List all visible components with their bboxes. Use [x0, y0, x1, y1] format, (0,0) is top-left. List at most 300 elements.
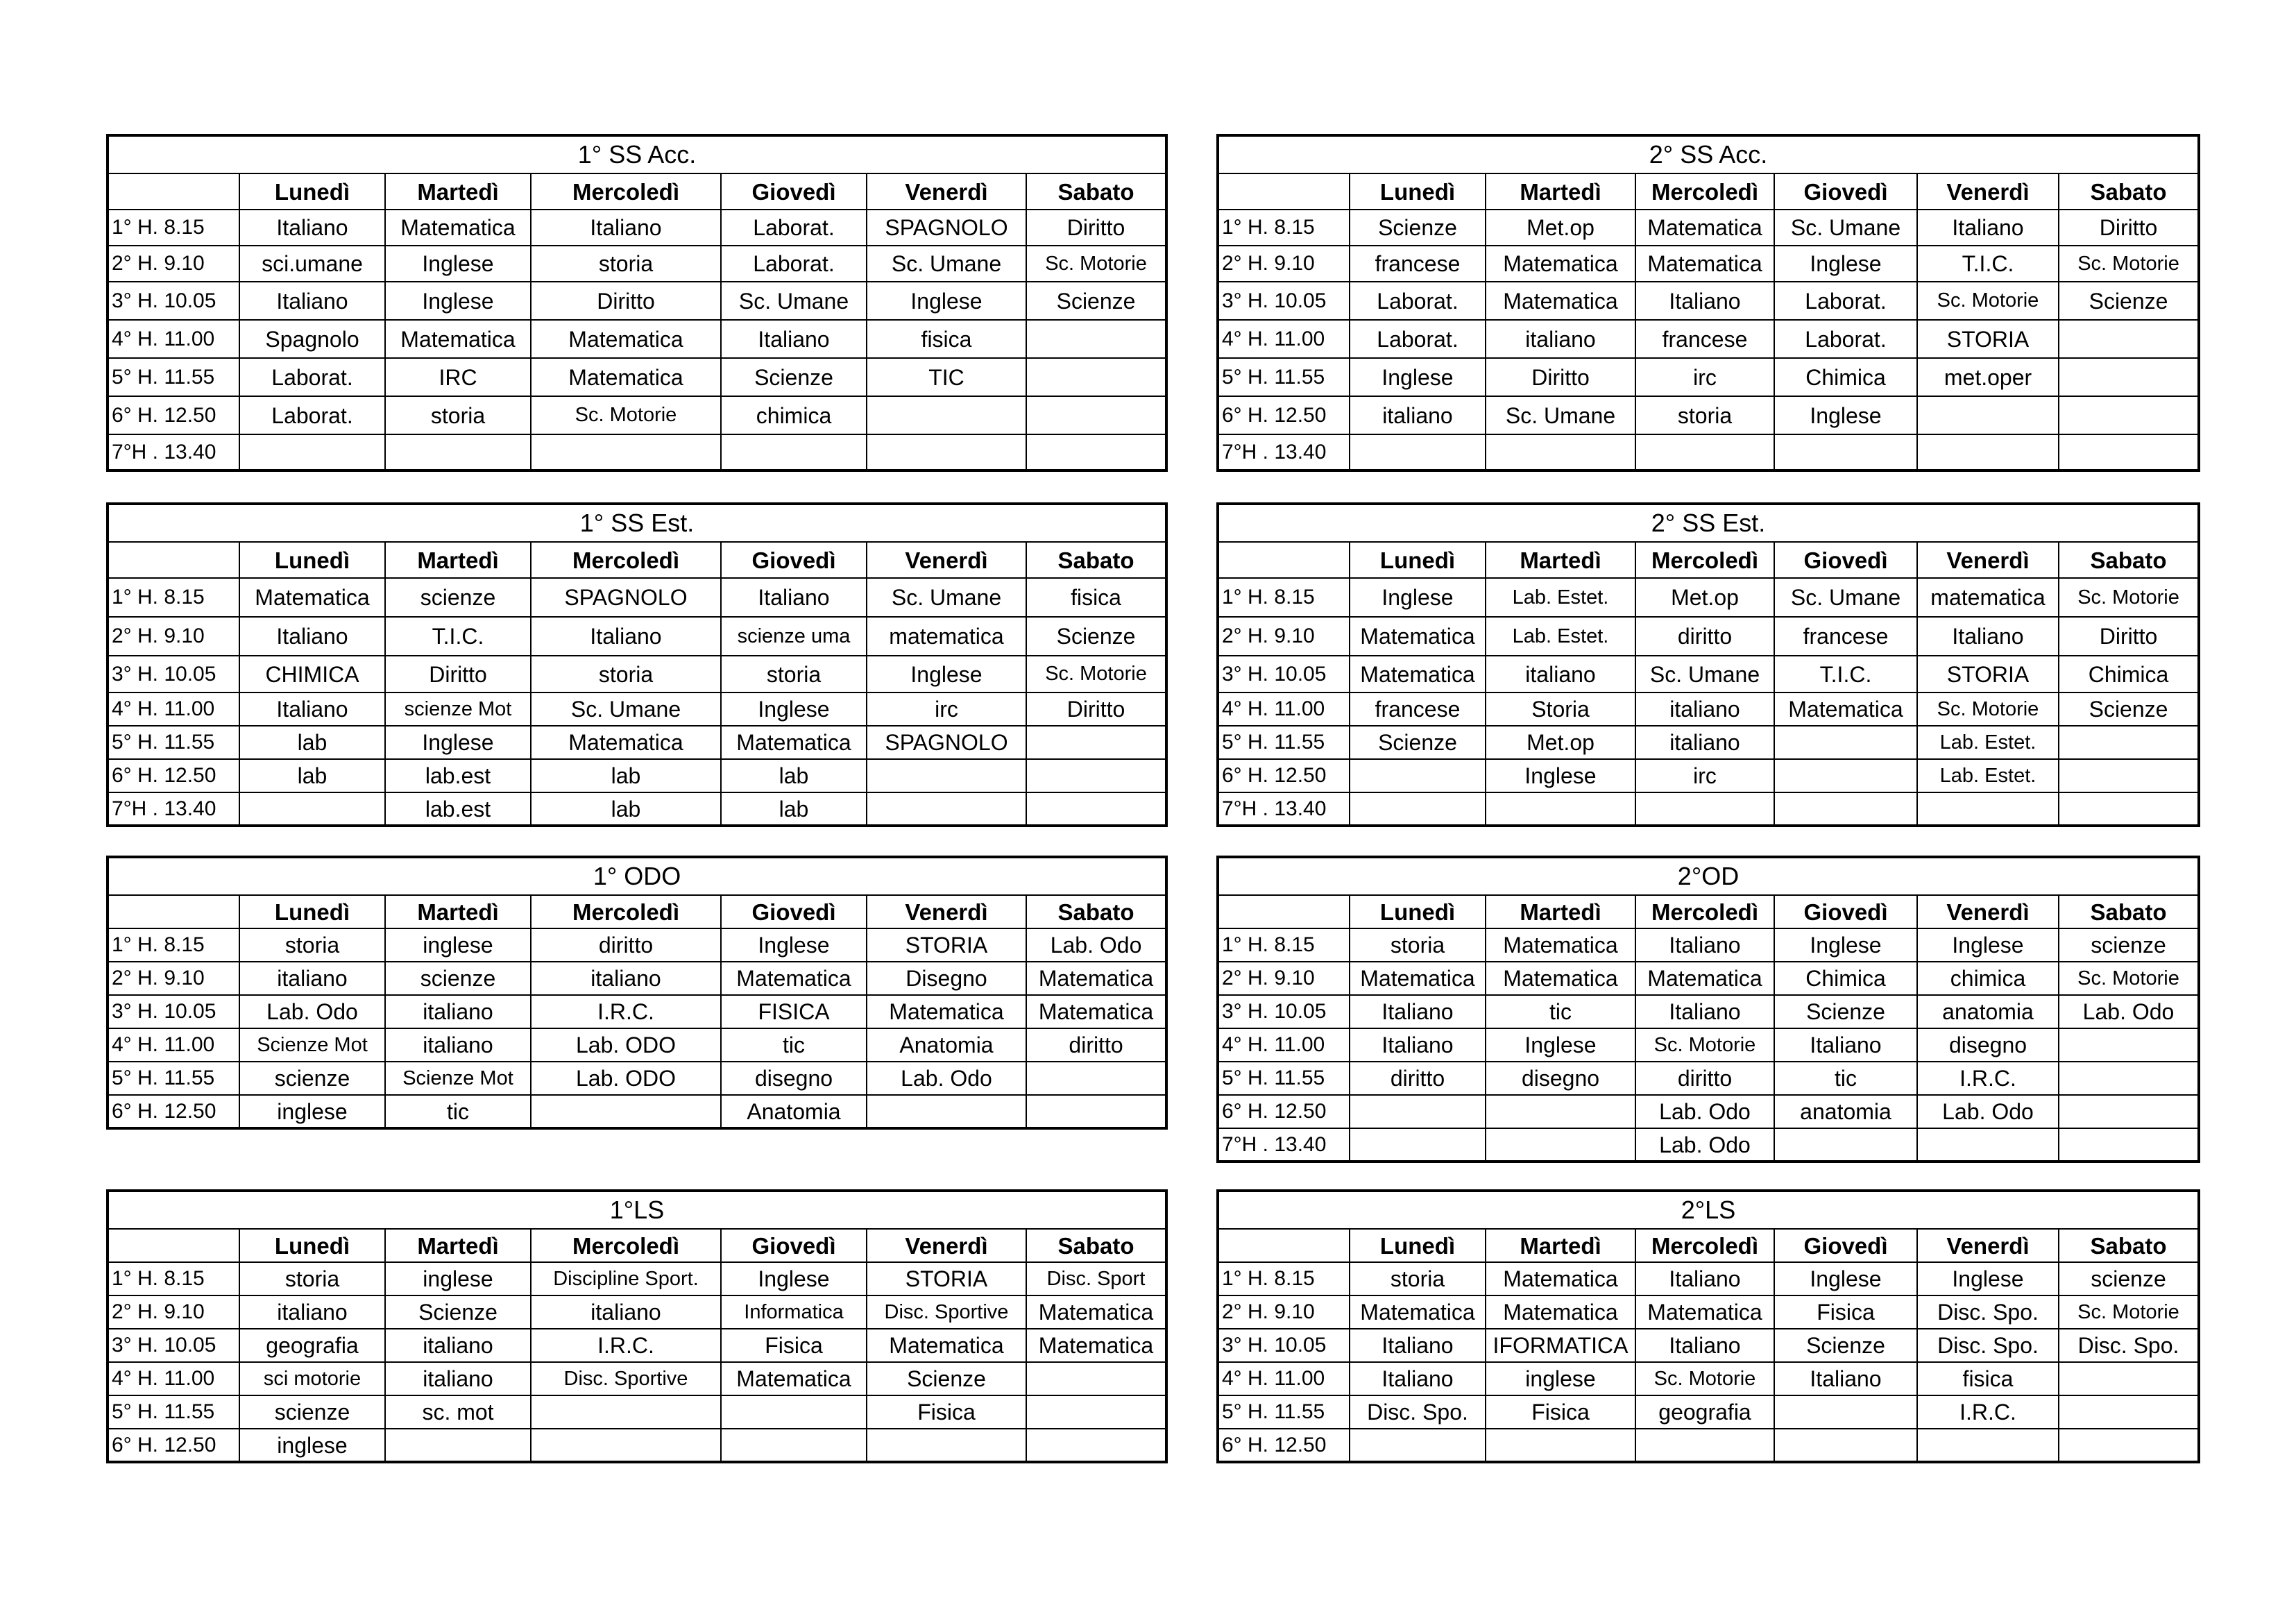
hour-label: 4° H. 11.00: [1218, 1362, 1350, 1395]
hour-label: 7°H . 13.40: [1218, 1128, 1350, 1162]
lesson-cell: sc. mot: [385, 1395, 531, 1429]
day-header-martedi: Martedì: [385, 1229, 531, 1262]
lesson-cell: sci motorie: [239, 1362, 385, 1395]
lesson-cell: Matematica: [721, 962, 867, 995]
lesson-cell: inglese: [385, 1262, 531, 1295]
day-header-sabato: Sabato: [2059, 542, 2199, 578]
lesson-cell: storia: [1635, 396, 1774, 434]
day-header-giovedi: Giovedì: [1774, 895, 1917, 928]
day-header-mercoledi: Mercoledì: [1635, 542, 1774, 578]
lesson-cell: [1774, 1429, 1917, 1462]
lesson-cell: Inglese: [385, 726, 531, 759]
corner-cell: [108, 895, 239, 928]
lesson-cell: Matematica: [1635, 962, 1774, 995]
lesson-cell: [1026, 792, 1166, 826]
lesson-cell: Matematica: [1486, 1295, 1635, 1329]
lesson-cell: Italiano: [1774, 1362, 1917, 1395]
lesson-cell: Italiano: [1350, 1028, 1486, 1062]
lesson-cell: [531, 1429, 721, 1462]
hour-label: 3° H. 10.05: [1218, 282, 1350, 320]
lesson-cell: Sc. Motorie: [531, 396, 721, 434]
lesson-cell: Sc. Umane: [1774, 210, 1917, 246]
hour-label: 3° H. 10.05: [108, 282, 239, 320]
hour-label: 3° H. 10.05: [108, 656, 239, 692]
lesson-cell: [2059, 358, 2199, 396]
lesson-cell: Sc. Motorie: [1026, 656, 1166, 692]
period-row: [108, 962, 1166, 995]
lesson-cell: scienze Mot: [385, 692, 531, 726]
lesson-cell: Matematica: [721, 1362, 867, 1395]
timetable-2-ss-est: [1216, 502, 2200, 827]
period-row: [1218, 726, 2199, 759]
day-header-giovedi: Giovedì: [1774, 1229, 1917, 1262]
lesson-cell: storia: [239, 1262, 385, 1295]
timetable-2-ss-acc: [1216, 134, 2200, 472]
timetable-1-odo: [106, 856, 1168, 1130]
lesson-cell: [867, 434, 1026, 470]
day-header-martedi: Martedì: [385, 542, 531, 578]
lesson-cell: Sc. Motorie: [2059, 962, 2199, 995]
hour-label: 2° H. 9.10: [1218, 1295, 1350, 1329]
table-title: 1° SS Est.: [108, 504, 1166, 542]
lesson-cell: Sc. Motorie: [2059, 1295, 2199, 1329]
period-row: [1218, 1062, 2199, 1095]
lesson-cell: T.I.C.: [1774, 656, 1917, 692]
lesson-cell: Laborat.: [239, 396, 385, 434]
lesson-cell: Matematica: [1486, 1262, 1635, 1295]
lesson-cell: italiano: [1486, 320, 1635, 358]
lesson-cell: storia: [531, 246, 721, 282]
lesson-cell: Scienze: [1026, 282, 1166, 320]
lesson-cell: Sc. Umane: [867, 246, 1026, 282]
lesson-cell: lab.est: [385, 792, 531, 826]
lesson-cell: Italiano: [239, 692, 385, 726]
period-row: [1218, 692, 2199, 726]
hour-label: 1° H. 8.15: [1218, 1262, 1350, 1295]
lesson-cell: Sc. Motorie: [1917, 692, 2059, 726]
lesson-cell: Sc. Umane: [867, 578, 1026, 617]
lesson-cell: scienze: [385, 962, 531, 995]
lesson-cell: italiano: [239, 962, 385, 995]
lesson-cell: Diritto: [1486, 358, 1635, 396]
lesson-cell: [1026, 434, 1166, 470]
day-header-martedi: Martedì: [1486, 542, 1635, 578]
day-header-martedi: Martedì: [385, 895, 531, 928]
lesson-cell: [1635, 1429, 1774, 1462]
lesson-cell: [1026, 1362, 1166, 1395]
day-header-mercoledi: Mercoledì: [1635, 173, 1774, 210]
hour-label: 1° H. 8.15: [1218, 578, 1350, 617]
lesson-cell: [721, 1429, 867, 1462]
lesson-cell: [1026, 320, 1166, 358]
lesson-cell: Lab. Estet.: [1917, 759, 2059, 792]
corner-cell: [1218, 542, 1350, 578]
hour-label: 7°H . 13.40: [1218, 434, 1350, 470]
period-row: [108, 358, 1166, 396]
lesson-cell: Italiano: [1774, 1028, 1917, 1062]
lesson-cell: Scienze: [1350, 726, 1486, 759]
lesson-cell: [1635, 792, 1774, 826]
lesson-cell: Scienze: [867, 1362, 1026, 1395]
lesson-cell: scienze: [2059, 1262, 2199, 1295]
lesson-cell: Matematica: [239, 578, 385, 617]
lesson-cell: [2059, 396, 2199, 434]
day-header-martedi: Martedì: [1486, 173, 1635, 210]
hour-label: 6° H. 12.50: [1218, 759, 1350, 792]
lesson-cell: [2059, 1429, 2199, 1462]
lesson-cell: Inglese: [1350, 578, 1486, 617]
lesson-cell: Inglese: [867, 282, 1026, 320]
hour-label: 5° H. 11.55: [1218, 1062, 1350, 1095]
period-row: [1218, 396, 2199, 434]
lesson-cell: italiano: [385, 1329, 531, 1362]
lesson-cell: FISICA: [721, 995, 867, 1028]
lesson-cell: Fisica: [721, 1329, 867, 1362]
lesson-cell: diritto: [1350, 1062, 1486, 1095]
lesson-cell: Sc. Motorie: [1635, 1028, 1774, 1062]
lesson-cell: Met.op: [1486, 726, 1635, 759]
lesson-cell: [2059, 1395, 2199, 1429]
day-header-sabato: Sabato: [2059, 173, 2199, 210]
day-header-venerdi: Venerdì: [1917, 173, 2059, 210]
lesson-cell: matematica: [1917, 578, 2059, 617]
table-title: 1° SS Acc.: [108, 135, 1166, 173]
lesson-cell: geografia: [239, 1329, 385, 1362]
lesson-cell: Disegno: [867, 962, 1026, 995]
lesson-cell: [2059, 1128, 2199, 1162]
lesson-cell: diritto: [1635, 1062, 1774, 1095]
lesson-cell: Italiano: [239, 210, 385, 246]
lesson-cell: matematica: [867, 617, 1026, 656]
lesson-cell: lab: [721, 792, 867, 826]
lesson-cell: Sc. Umane: [721, 282, 867, 320]
lesson-cell: [867, 1429, 1026, 1462]
lesson-cell: Inglese: [1486, 1028, 1635, 1062]
period-row: [108, 246, 1166, 282]
lesson-cell: [1774, 1128, 1917, 1162]
lesson-cell: tic: [721, 1028, 867, 1062]
lesson-cell: scienze: [385, 578, 531, 617]
lesson-cell: SPAGNOLO: [531, 578, 721, 617]
period-row: [1218, 1362, 2199, 1395]
period-row: [1218, 1295, 2199, 1329]
day-header-sabato: Sabato: [1026, 173, 1166, 210]
lesson-cell: [1350, 1128, 1486, 1162]
lesson-cell: Lab. Odo: [1635, 1095, 1774, 1128]
lesson-cell: [1774, 434, 1917, 470]
hour-label: 3° H. 10.05: [1218, 656, 1350, 692]
lesson-cell: Sc. Motorie: [2059, 246, 2199, 282]
hour-label: 4° H. 11.00: [108, 1362, 239, 1395]
lesson-cell: [2059, 1362, 2199, 1395]
lesson-cell: STORIA: [867, 928, 1026, 962]
lesson-cell: Matematica: [1486, 928, 1635, 962]
lesson-cell: Met.op: [1486, 210, 1635, 246]
table-title: 2°LS: [1218, 1191, 2199, 1229]
hour-label: 4° H. 11.00: [108, 320, 239, 358]
hour-label: 2° H. 9.10: [108, 617, 239, 656]
lesson-cell: Diritto: [2059, 617, 2199, 656]
period-row: [1218, 578, 2199, 617]
period-row: [108, 1095, 1166, 1128]
lesson-cell: Disc. Spo.: [1917, 1295, 2059, 1329]
lesson-cell: geografia: [1635, 1395, 1774, 1429]
lesson-cell: lab: [239, 759, 385, 792]
hour-label: 1° H. 8.15: [108, 1262, 239, 1295]
lesson-cell: Inglese: [1917, 928, 2059, 962]
lesson-cell: Italiano: [239, 282, 385, 320]
period-row: [1218, 1028, 2199, 1062]
lesson-cell: Matematica: [1026, 1295, 1166, 1329]
table-title: 2° SS Est.: [1218, 504, 2199, 542]
lesson-cell: Italiano: [1350, 1362, 1486, 1395]
lesson-cell: Scienze: [1350, 210, 1486, 246]
lesson-cell: Inglese: [721, 928, 867, 962]
lesson-cell: diritto: [531, 928, 721, 962]
lesson-cell: [1917, 792, 2059, 826]
lesson-cell: [1026, 1429, 1166, 1462]
lesson-cell: Lab. ODO: [531, 1028, 721, 1062]
lesson-cell: storia: [239, 928, 385, 962]
lesson-cell: irc: [1635, 759, 1774, 792]
lesson-cell: IFORMATICA: [1486, 1329, 1635, 1362]
period-row: [1218, 282, 2199, 320]
lesson-cell: Scienze: [721, 358, 867, 396]
hour-label: 3° H. 10.05: [108, 1329, 239, 1362]
lesson-cell: CHIMICA: [239, 656, 385, 692]
lesson-cell: lab: [721, 759, 867, 792]
day-header-sabato: Sabato: [2059, 1229, 2199, 1262]
lesson-cell: Italiano: [1635, 1262, 1774, 1295]
lesson-cell: [1026, 1395, 1166, 1429]
lesson-cell: [1635, 434, 1774, 470]
lesson-cell: Diritto: [1026, 210, 1166, 246]
hour-label: 3° H. 10.05: [1218, 1329, 1350, 1362]
period-row: [108, 1295, 1166, 1329]
hour-label: 5° H. 11.55: [1218, 358, 1350, 396]
lesson-cell: [1026, 396, 1166, 434]
lesson-cell: Lab. Estet.: [1486, 578, 1635, 617]
lesson-cell: Lab. Odo: [1026, 928, 1166, 962]
lesson-cell: storia: [531, 656, 721, 692]
lesson-cell: Scienze Mot: [385, 1062, 531, 1095]
lesson-cell: Italiano: [1635, 282, 1774, 320]
hour-label: 4° H. 11.00: [1218, 320, 1350, 358]
lesson-cell: met.oper: [1917, 358, 2059, 396]
timetable-2-ls: [1216, 1189, 2200, 1463]
lesson-cell: Laborat.: [721, 246, 867, 282]
lesson-cell: I.R.C.: [1917, 1062, 2059, 1095]
lesson-cell: [867, 1095, 1026, 1128]
lesson-cell: [1774, 1395, 1917, 1429]
lesson-cell: Disc. Sportive: [867, 1295, 1026, 1329]
lesson-cell: scienze: [239, 1062, 385, 1095]
day-header-lunedi: Lunedì: [239, 895, 385, 928]
lesson-cell: Matematica: [1026, 1329, 1166, 1362]
day-header-venerdi: Venerdì: [1917, 1229, 2059, 1262]
lesson-cell: anatomia: [1917, 995, 2059, 1028]
period-row: [108, 1362, 1166, 1395]
day-header-giovedi: Giovedì: [721, 542, 867, 578]
hour-label: 2° H. 9.10: [1218, 246, 1350, 282]
lesson-cell: Italiano: [531, 210, 721, 246]
lesson-cell: francese: [1774, 617, 1917, 656]
lesson-cell: scienze uma: [721, 617, 867, 656]
lesson-cell: chimica: [721, 396, 867, 434]
period-row: [1218, 1262, 2199, 1295]
lesson-cell: [867, 759, 1026, 792]
lesson-cell: Diritto: [385, 656, 531, 692]
lesson-cell: Scienze: [2059, 692, 2199, 726]
lesson-cell: [1350, 434, 1486, 470]
lesson-cell: Matematica: [1486, 246, 1635, 282]
lesson-cell: Inglese: [1774, 1262, 1917, 1295]
lesson-cell: inglese: [239, 1095, 385, 1128]
period-row: [1218, 434, 2199, 470]
lesson-cell: chimica: [1917, 962, 2059, 995]
lesson-cell: Disc. Spo.: [1917, 1329, 2059, 1362]
lesson-cell: Matematica: [721, 726, 867, 759]
lesson-cell: Inglese: [1350, 358, 1486, 396]
lesson-cell: Matematica: [867, 995, 1026, 1028]
lesson-cell: Chimica: [2059, 656, 2199, 692]
lesson-cell: Matematica: [531, 726, 721, 759]
lesson-cell: sci.umane: [239, 246, 385, 282]
lesson-cell: Matematica: [1350, 962, 1486, 995]
lesson-cell: Scienze: [385, 1295, 531, 1329]
period-row: [1218, 358, 2199, 396]
lesson-cell: italiano: [531, 962, 721, 995]
lesson-cell: [1486, 1095, 1635, 1128]
day-header-giovedi: Giovedì: [1774, 173, 1917, 210]
lesson-cell: Anatomia: [721, 1095, 867, 1128]
lesson-cell: Matematica: [1026, 995, 1166, 1028]
lesson-cell: lab.est: [385, 759, 531, 792]
lesson-cell: Italiano: [721, 578, 867, 617]
lesson-cell: [1774, 792, 1917, 826]
lesson-cell: Informatica: [721, 1295, 867, 1329]
lesson-cell: Matematica: [531, 358, 721, 396]
lesson-cell: [1026, 1062, 1166, 1095]
lesson-cell: Scienze Mot: [239, 1028, 385, 1062]
lesson-cell: Discipline Sport.: [531, 1262, 721, 1295]
lesson-cell: Matematica: [1026, 962, 1166, 995]
lesson-cell: [531, 1395, 721, 1429]
period-row: [108, 1429, 1166, 1462]
period-row: [1218, 1128, 2199, 1162]
lesson-cell: [1486, 434, 1635, 470]
period-row: [108, 692, 1166, 726]
lesson-cell: [385, 1429, 531, 1462]
period-row: [108, 282, 1166, 320]
period-row: [108, 578, 1166, 617]
lesson-cell: Matematica: [385, 210, 531, 246]
lesson-cell: italiano: [1350, 396, 1486, 434]
lesson-cell: Matematica: [1350, 617, 1486, 656]
day-header-lunedi: Lunedì: [239, 173, 385, 210]
hour-label: 1° H. 8.15: [1218, 210, 1350, 246]
lesson-cell: Fisica: [1774, 1295, 1917, 1329]
day-header-mercoledi: Mercoledì: [531, 173, 721, 210]
day-header-mercoledi: Mercoledì: [531, 1229, 721, 1262]
hour-label: 3° H. 10.05: [108, 995, 239, 1028]
lesson-cell: storia: [1350, 928, 1486, 962]
period-row: [1218, 210, 2199, 246]
lesson-cell: [1026, 726, 1166, 759]
lesson-cell: Laborat.: [721, 210, 867, 246]
period-row: [108, 1395, 1166, 1429]
day-header-venerdi: Venerdì: [867, 173, 1026, 210]
timetable-1-ls: [106, 1189, 1168, 1463]
lesson-cell: Laborat.: [1350, 282, 1486, 320]
period-row: [1218, 962, 2199, 995]
lesson-cell: lab: [239, 726, 385, 759]
hour-label: 1° H. 8.15: [108, 578, 239, 617]
lesson-cell: [1026, 1095, 1166, 1128]
hour-label: 5° H. 11.55: [108, 358, 239, 396]
lesson-cell: Sc. Motorie: [1635, 1362, 1774, 1395]
day-header-venerdi: Venerdì: [867, 1229, 1026, 1262]
period-row: [108, 434, 1166, 470]
lesson-cell: Met.op: [1635, 578, 1774, 617]
corner-cell: [108, 1229, 239, 1262]
lesson-cell: [239, 434, 385, 470]
period-row: [1218, 320, 2199, 358]
lesson-cell: Italiano: [531, 617, 721, 656]
lesson-cell: lab: [531, 759, 721, 792]
lesson-cell: tic: [1774, 1062, 1917, 1095]
lesson-cell: Italiano: [1635, 995, 1774, 1028]
lesson-cell: [721, 434, 867, 470]
lesson-cell: italiano: [531, 1295, 721, 1329]
lesson-cell: Fisica: [867, 1395, 1026, 1429]
period-row: [108, 726, 1166, 759]
day-header-mercoledi: Mercoledì: [531, 542, 721, 578]
day-header-mercoledi: Mercoledì: [1635, 895, 1774, 928]
lesson-cell: [1917, 396, 2059, 434]
day-header-giovedi: Giovedì: [721, 1229, 867, 1262]
day-header-giovedi: Giovedì: [721, 173, 867, 210]
lesson-cell: italiano: [239, 1295, 385, 1329]
lesson-cell: Scienze: [1026, 617, 1166, 656]
hour-label: 6° H. 12.50: [108, 1429, 239, 1462]
day-header-martedi: Martedì: [1486, 895, 1635, 928]
lesson-cell: [2059, 792, 2199, 826]
period-row: [1218, 928, 2199, 962]
period-row: [108, 210, 1166, 246]
hour-label: 4° H. 11.00: [1218, 1028, 1350, 1062]
hour-label: 4° H. 11.00: [1218, 692, 1350, 726]
lesson-cell: Inglese: [721, 692, 867, 726]
period-row: [108, 396, 1166, 434]
lesson-cell: Sc. Motorie: [1917, 282, 2059, 320]
lesson-cell: Inglese: [385, 282, 531, 320]
hour-label: 5° H. 11.55: [108, 1062, 239, 1095]
day-header-sabato: Sabato: [2059, 895, 2199, 928]
lesson-cell: Matematica: [867, 1329, 1026, 1362]
lesson-cell: T.I.C.: [1917, 246, 2059, 282]
lesson-cell: Lab. Estet.: [1917, 726, 2059, 759]
period-row: [108, 320, 1166, 358]
hour-label: 6° H. 12.50: [108, 396, 239, 434]
lesson-cell: Italiano: [239, 617, 385, 656]
lesson-cell: SPAGNOLO: [867, 726, 1026, 759]
lesson-cell: Laborat.: [239, 358, 385, 396]
lesson-cell: fisica: [1026, 578, 1166, 617]
lesson-cell: tic: [1486, 995, 1635, 1028]
lesson-cell: Inglese: [1774, 928, 1917, 962]
lesson-cell: Scienze: [2059, 282, 2199, 320]
